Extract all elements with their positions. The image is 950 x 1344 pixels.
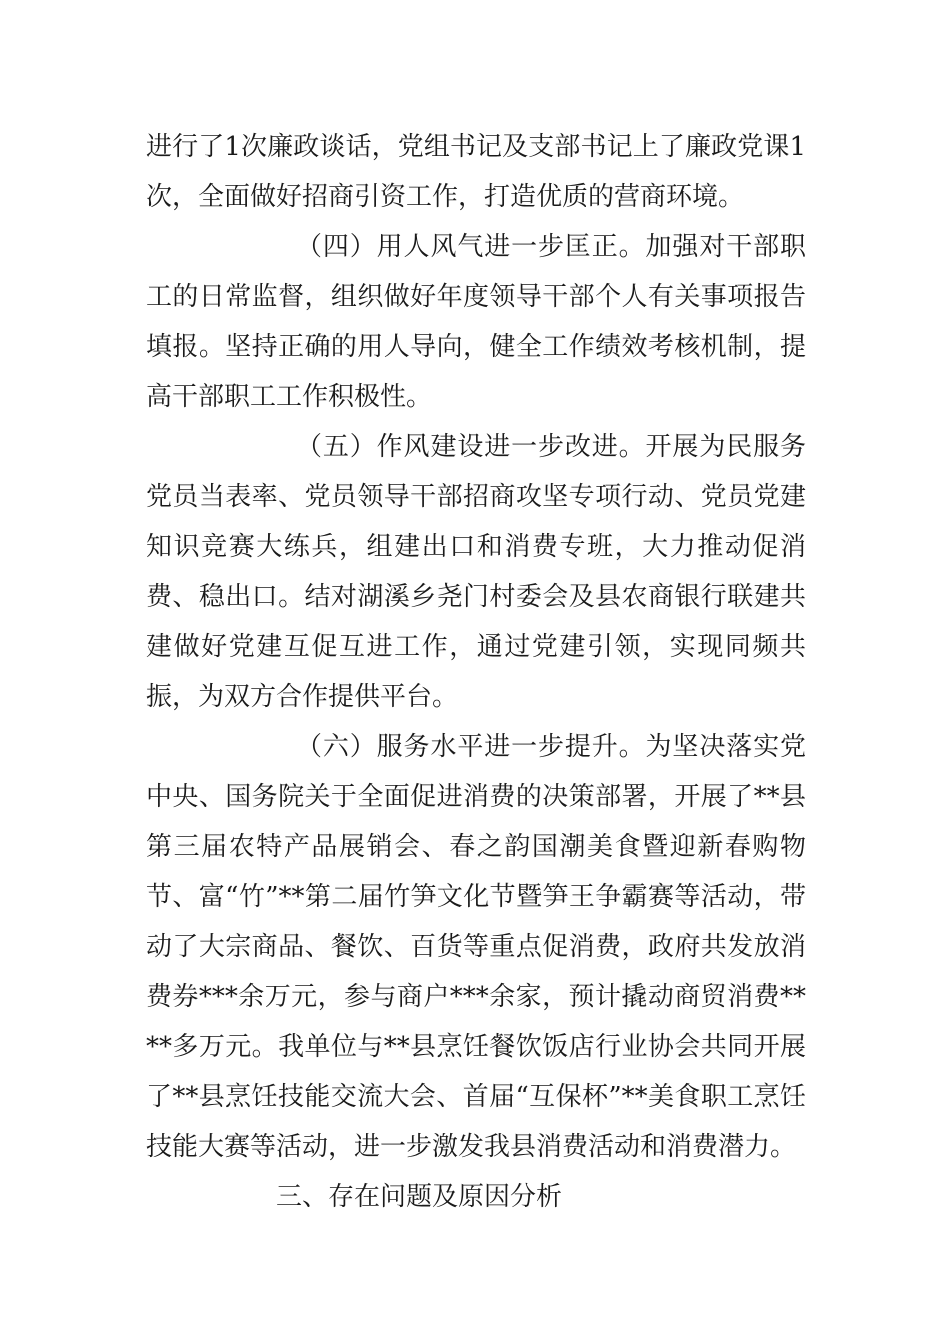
document-body (146, 122, 806, 1172)
paragraph-section-5: （五）作风建设进一步改进。开展为民服务党员当表率、党员领导干部招商攻坚专项行动、党员党建知识竞赛大练兵，组建出口和消费专班，大力推动促消费、稳出口。结对湖溪乡尧门村委会及县农商银行联建共建做好党建互促互进工作，通过党建引领，实现同频共振，为双方合作提供平台。 (146, 432, 806, 712)
paragraph-section-6: （六）服务水平进一步提升。为坚决落实党中央、国务院关于全面促进消费的决策部署，开展了**县第三届农特产品展销会、春之韵国潮美食暨迎新春购物节、富“竹”**第二届竹笋文化节暨笋王争霸赛等活动，带动了大宗商品、餐饮、百货等重点促消费，政府共发放消费券***余万元，参与商户***余家，预计撬动商贸消费****多万元。我单位与**县烹饪餐饮饭店行业协会共同开展了**县烹饪技能交流大会、首届“互保杯”**美食职工烹饪技能大赛等活动，进一步激发我县消费活动和消费潜力。 (146, 732, 806, 1162)
paragraph-section-4: （四）用人风气进一步匡正。加强对干部职工的日常监督，组织做好年度领导干部个人有关事项报告填报。坚持正确的用人导向，健全工作绩效考核机制，提高干部职工工作积极性。 (146, 232, 806, 412)
paragraph-continuation: 进行了1次廉政谈话，党组书记及支部书记上了廉政党课1次，全面做好招商引资工作，打造优质的营商环境。 (146, 132, 806, 212)
section-heading: 三、存在问题及原因分析 (276, 1182, 563, 1212)
